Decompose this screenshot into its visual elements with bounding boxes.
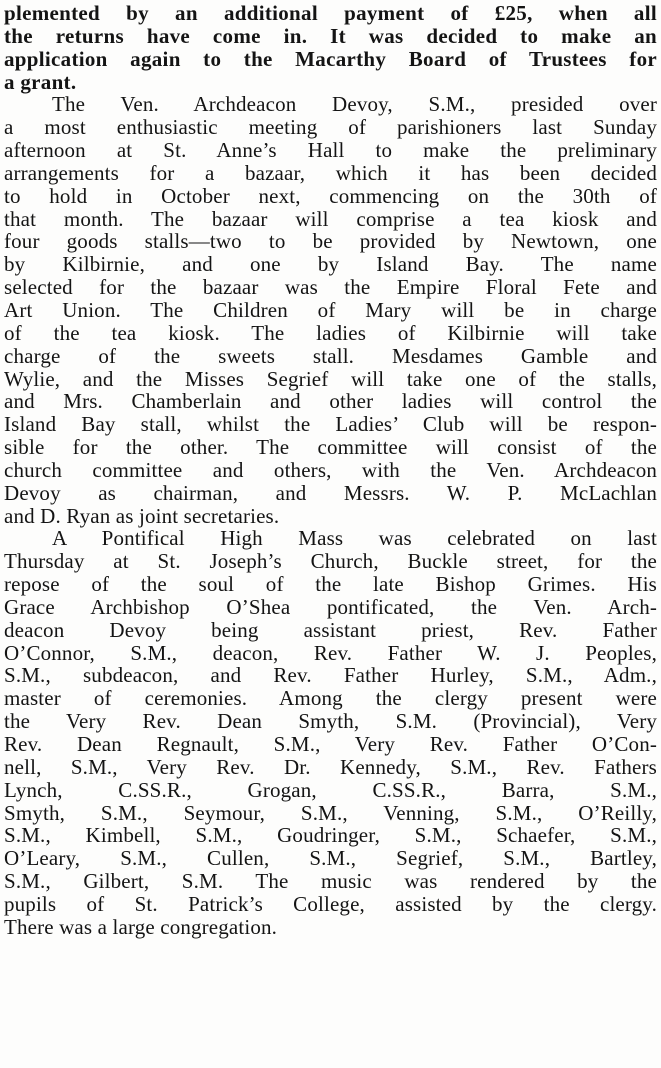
text-line: selected for the bazaar was the Empire Floral Fete and (4, 275, 657, 300)
paragraph-bazaar-meeting (4, 93, 657, 527)
text-line: application again to the Macarthy Board of Trustees for (4, 46, 657, 71)
text-line: plemented by an additional payment of £25, when all (4, 1, 657, 25)
text-line: a most enthusiastic meeting of parishioners last Sunday (4, 115, 657, 140)
text-line: charge of the sweets stall. Mesdames Gamble and (4, 343, 657, 368)
text-line: Thursday at St. Joseph’s Church, Buckle street, for the (4, 549, 657, 574)
paragraph-bazaar-returns (4, 2, 657, 93)
text-line: arrangements for a bazaar, which it has been decided (4, 160, 657, 185)
text-line: Wylie, and the Misses Segrief will take one of the stalls, (4, 366, 657, 391)
text-line: S.M., Kimbell, S.M., Goudringer, S.M., Schaefer, S.M., (4, 823, 657, 848)
text-line: four goods stalls—two to be provided by Newtown, one (4, 229, 657, 254)
text-line: Island Bay stall, whilst the Ladies’ Club will be respon- (4, 412, 657, 437)
text-line: S.M., subdeacon, and Rev. Father Hurley, S.M., Adm., (4, 663, 657, 688)
text-line: by Kilbirnie, and one by Island Bay. The name (4, 252, 657, 277)
text-line: pupils of St. Patrick’s College, assisted by the clergy. (4, 891, 657, 916)
text-line: There was a large congregation. (4, 914, 278, 939)
paragraph-high-mass (4, 527, 657, 938)
text-line: nell, S.M., Very Rev. Dr. Kennedy, S.M., Rev. Fathers (4, 754, 657, 779)
text-line: deacon Devoy being assistant priest, Rev. Father (4, 617, 657, 642)
text-line: Grace Archbishop O’Shea pontificated, the Ven. Arch- (4, 594, 657, 619)
text-line: S.M., Gilbert, S.M. The music was rendered by the (4, 869, 657, 894)
text-line: and D. Ryan as joint secretaries. (4, 503, 280, 528)
text-line: Rev. Dean Regnault, S.M., Very Rev. Father O’Con- (4, 732, 657, 756)
text-line: church committee and others, with the Ven. Archdeacon (4, 457, 657, 482)
text-line: of the tea kiosk. The ladies of Kilbirnie will take (4, 320, 657, 345)
text-line: the returns have come in. It was decided to make an (4, 23, 657, 48)
text-line: O’Leary, S.M., Cullen, S.M., Segrief, S.M., Bartley, (4, 846, 657, 871)
text-line: a grant. (4, 69, 77, 94)
text-line: The Ven. Archdeacon Devoy, S.M., presided over (52, 92, 657, 117)
text-line: Art Union. The Children of Mary will be in charge (4, 297, 657, 322)
text-line: and Mrs. Chamberlain and other ladies will control the (4, 389, 657, 414)
text-line: sible for the other. The committee will consist of the (4, 435, 657, 460)
text-line: Devoy as chairman, and Messrs. W. P. McLachlan (4, 480, 657, 505)
text-line: Lynch, C.SS.R., Grogan, C.SS.R., Barra, S.M., (4, 777, 657, 802)
text-line: repose of the soul of the late Bishop Grimes. His (4, 572, 657, 597)
text-line: that month. The bazaar will comprise a tea kiosk and (4, 206, 657, 231)
text-line: Smyth, S.M., Seymour, S.M., Venning, S.M., O’Reilly, (4, 800, 657, 825)
article-text (4, 2, 657, 939)
text-line: to hold in October next, commencing on the 30th of (4, 183, 657, 208)
text-line: master of ceremonies. Among the clergy present were (4, 686, 657, 711)
text-line: A Pontifical High Mass was celebrated on last (52, 526, 657, 551)
text-line: afternoon at St. Anne’s Hall to make the preliminary (4, 138, 657, 163)
text-line: the Very Rev. Dean Smyth, S.M. (Provincial), Very (4, 709, 657, 734)
text-line: O’Connor, S.M., deacon, Rev. Father W. J. Peoples, (4, 640, 657, 665)
